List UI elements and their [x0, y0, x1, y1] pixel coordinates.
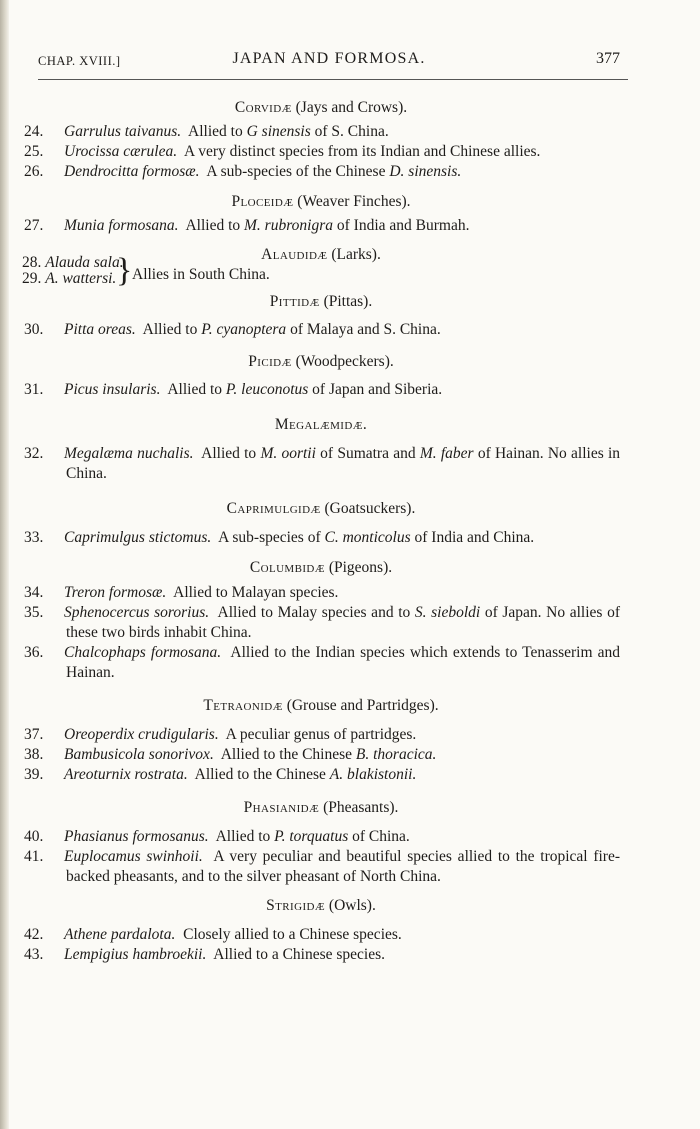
page-title: JAPAN AND FORMOSA.	[232, 50, 426, 67]
species-entry-32: 32. Megalæma nuchalis. Allied to M. oortii of Sumatra and M. faber of Hainan. No allies in China.	[24, 445, 621, 482]
species-entry-27: 27. Munia formosana. Allied to M. rubronigra of India and Burmah.	[24, 217, 470, 234]
species-entry-37: 37. Oreoperdix crudigularis. A peculiar genus of partridges.	[24, 726, 417, 743]
species-entry-40: 40. Phasianus formosanus. Allied to P. torquatus of China.	[24, 828, 410, 845]
species-entry-29: 29. A. wattersi.	[22, 270, 117, 287]
larks-species-list	[22, 255, 124, 287]
species-entry-34: 34. Treron formosæ. Allied to Malayan species.	[24, 584, 339, 601]
species-entry-31: 31. Picus insularis. Allied to P. leuconotus of Japan and Siberia.	[24, 381, 443, 398]
species-entry-33: 33. Caprimulgus stictomus. A sub-species of C. monticolus of India and China.	[24, 529, 535, 546]
family-heading-ploceidae: Ploceidæ (Weaver Finches).	[231, 193, 411, 210]
species-entry-42: 42. Athene pardalota. Closely allied to a Chinese species.	[24, 926, 402, 943]
family-heading-columbidae: Columbidæ (Pigeons).	[249, 559, 393, 576]
chapter-label: CHAP. XVIII.]	[38, 54, 121, 68]
species-entry-30: 30. Pitta oreas. Allied to P. cyanoptera of Malaya and S. China.	[24, 321, 441, 338]
species-entry-25: 25. Urocissa cærulea. A very distinct species from its Indian and Chinese allies.	[24, 143, 541, 160]
species-entry-38: 38. Bambusicola sonorivox. Allied to the Chinese B. thoracica.	[24, 746, 437, 763]
family-heading-caprimulgidae: Caprimulgidæ (Goatsuckers).	[226, 500, 416, 517]
curly-brace: }	[116, 252, 133, 289]
family-heading-pittidae: Pittidæ (Pittas).	[269, 293, 373, 310]
larks-allies-note: Allies in South China.	[132, 266, 270, 283]
family-heading-megalaemidae: Megalæmidæ.	[274, 416, 368, 433]
book-binding-edge	[0, 0, 9, 1129]
running-header	[38, 46, 620, 76]
species-entry-35: 35. Sphenocercus sororius. Allied to Malay species and to S. sieboldi of Japan. No allies of these two birds inhabit China.	[24, 604, 620, 641]
family-heading-strigidae: Strigidæ (Owls).	[266, 897, 376, 914]
larks-block	[22, 245, 620, 289]
family-heading-tetraonidae: Tetraonidæ (Grouse and Partridges).	[203, 697, 439, 714]
family-heading-picidae: Picidæ (Woodpeckers).	[248, 353, 394, 370]
species-entry-24: 24. Garrulus taivanus. Allied to G sinensis of S. China.	[24, 123, 389, 140]
page-number: 377	[596, 50, 620, 67]
family-heading-phasianidae: Phasianidæ (Pheasants).	[243, 799, 399, 816]
family-heading-alaudidae: Alaudidæ (Larks).	[261, 246, 381, 263]
species-entry-36: 36. Chalcophaps formosana. Allied to the Indian species which extends to Tenasserim and Hainan.	[24, 644, 620, 681]
family-heading-corvidae: Corvidæ (Jays and Crows).	[234, 99, 408, 116]
species-entry-43: 43. Lempigius hambroekii. Allied to a Chinese species.	[24, 946, 386, 963]
species-entry-41: 41. Euplocamus swinhoii. A very peculiar and beautiful species allied to the tropical fire-backed pheasants, and to the silver pheasant of North China.	[24, 848, 620, 885]
species-entry-28: 28. Alauda sala.	[22, 254, 124, 271]
species-entry-26: 26. Dendrocitta formosæ. A sub-species of the Chinese D. sinensis.	[24, 163, 462, 180]
header-rule	[38, 79, 628, 80]
page-body	[22, 98, 620, 965]
species-entry-39: 39. Areoturnix rostrata. Allied to the Chinese A. blakistonii.	[24, 766, 417, 783]
